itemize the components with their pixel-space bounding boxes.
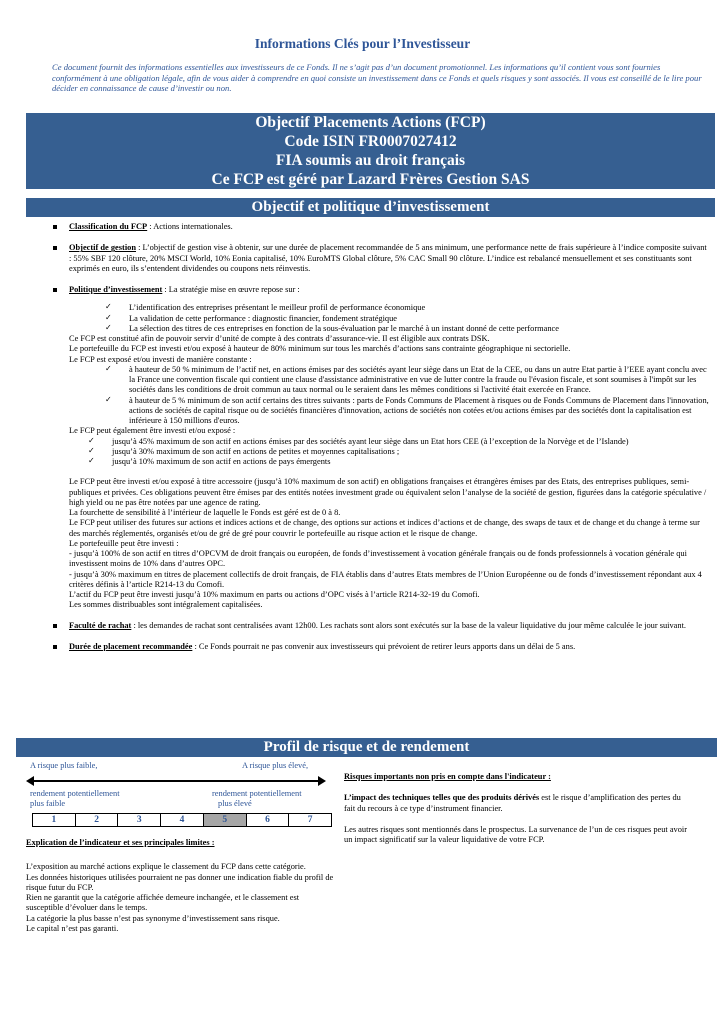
strategy-checklist	[97, 303, 711, 334]
duration-text: : Ce Fonds pourrait ne pas convenir aux investisseurs qui prévoient de retirer leurs apports dans un délai de 5 ans.	[192, 641, 576, 651]
check-text: à hauteur de 5 % minimum de son actif certains des titres suivants : parts de Fonds Communs de Placement à risques ou de Fonds Communs de Placement dans l'innovation, actions de sociétés de capital risque ou de sociétés financières d'innovation, actions de sociétés non cotées et/ou actions émises par des sociétés dont la capitalisation est inférieure à 150 millions d'euros.	[129, 395, 709, 425]
bullet-square-icon	[53, 246, 57, 250]
redemption-text: : les demandes de rachat sont centralisées avant 12h00. Les rachats sont alors sont exécutés sur la base de la valeur liquidative du jour même calculée le jour suivant.	[131, 620, 686, 630]
exposure-checklist	[97, 365, 711, 427]
risk-scale-cell: 1	[33, 814, 76, 826]
check-item	[97, 396, 711, 427]
objective-content	[30, 222, 711, 663]
derivatives-text: est le risque d’amplification des pertes du fait du recours à ce type d’instrument financier.	[344, 793, 681, 813]
paragraph: Le FCP peut également être investi et/ou exposé :	[69, 426, 236, 436]
fund-regime: FIA soumis au droit français	[275, 152, 466, 169]
goal-text: : L’objectif de gestion vise à obtenir, sur une durée de placement recommandée de 5 ans minimum, une performance nette de frais supérieure à l’indice composite suivant : 55% SBF 120 clôture, 20% MSCI World, 10% Eonia capitalisé, 10% EuroMTS Global clôture, 5% CAC Small 90 clôture. L’indice est rebalancé mensuellement et ses constituants sont exprimés en euro, ils s’entendent dividendes ou coupons nets réinvestis.	[69, 243, 707, 273]
risk-scale-table	[32, 813, 332, 827]
redemption-item	[30, 621, 711, 631]
check-item	[80, 447, 711, 457]
document-title: Informations Clés pour l’Investisseur	[254, 36, 471, 51]
duration-item	[30, 642, 711, 652]
low-return-line: plus faible	[30, 799, 66, 809]
check-item	[80, 437, 711, 447]
classification-label: Classification du FCP	[69, 222, 148, 231]
fund-isin: Code ISIN FR0007027412	[284, 133, 457, 150]
checkmark-icon: ✓	[105, 312, 112, 322]
important-risks-title: Risques importants non pris en compte dans l'indicateur :	[344, 772, 551, 781]
check-item	[97, 303, 711, 313]
check-item	[80, 457, 711, 467]
fund-manager: Ce FCP est géré par Lazard Frères Gestion SAS	[211, 171, 530, 188]
explanation-line: L’exposition au marché actions explique le classement du FCP dans cette catégorie.	[26, 862, 306, 872]
risk-scale-cell: 7	[307, 815, 313, 825]
high-risk-label: A risque plus élevé,	[242, 761, 309, 770]
check-item	[97, 365, 711, 396]
low-return-line: rendement potentiellement	[30, 789, 120, 798]
paragraph: Le FCP peut être investi et/ou exposé à titre accessoire (jusqu’à 10% maximum de son actif) en obligations françaises et étrangères émises par des Etats, des entreprises publiques, semi-publiques et privées. Ces obligations peuvent être émises par des entités notées investment grade ou équivalent selon l’analyse de la société de gestion, figurées dans la catégorie spéculative / high yield ou ne pas être notées par une agence de rating.	[69, 477, 707, 507]
return-labels	[26, 789, 326, 813]
paragraph: Le portefeuille du FCP est investi et/ou exposé à hauteur de 80% minimum sur tous les marchés d’actions sans contrainte géographique ni sectorielle.	[69, 344, 571, 354]
policy-item	[30, 285, 711, 295]
arrow-line	[32, 780, 320, 782]
derivatives-risk	[344, 793, 694, 814]
low-risk-label: A risque plus faible,	[30, 761, 98, 770]
additional-exposure-checklist	[80, 437, 711, 468]
high-return-line: plus élevé	[218, 799, 252, 809]
paragraph: Le portefeuille peut être investi :	[69, 538, 179, 548]
risk-scale-cell: 2	[76, 814, 119, 826]
risk-scale-cell: 5	[204, 814, 247, 826]
check-text: jusqu’à 45% maximum de son actif en actions émises par des sociétés ayant leur siège dans un Etat hors CEE (à l’exception de la Norvège et de l’Islande)	[112, 436, 629, 446]
other-risks-text: Les autres risques sont mentionnés dans le prospectus. La survenance de l’un de ces risques peut avoir un impact significatif sur la valeur liquidative de votre FCP.	[344, 824, 688, 844]
paragraph: La fourchette de sensibilité à l’intérieur de laquelle le Fonds est géré est de 0 à 8.	[69, 508, 341, 517]
explanation-text	[26, 862, 334, 934]
check-text: jusqu’à 10% maximum de son actif en actions de pays émergents	[112, 457, 331, 466]
bullet-square-icon	[53, 645, 57, 649]
arrow-right-icon	[318, 776, 326, 786]
explanation-line: Rien ne garantit que la catégorie affichée demeure inchangée, et le classement est susceptible d’évoluer dans le temps.	[26, 893, 300, 913]
paragraph: - jusqu’à 30% maximum en titres de placement collectifs de droit français, de FIA établis dans d’autres Etats membres de l’Union Européenne ou de fonds d’investissement répondant aux 4 critères définis à l’article R214-13 du Comofi.	[69, 569, 702, 589]
check-item	[97, 314, 711, 324]
bullet-square-icon	[53, 225, 57, 229]
risk-scale-cell: 6	[247, 814, 290, 826]
check-item	[97, 324, 711, 334]
paragraph: Les sommes distribuables sont intégralement capitalisées.	[69, 600, 263, 610]
paragraph: - jusqu’à 100% de son actif en titres d’OPCVM de droit français ou européen, de fonds d’investissement à vocation générale français ou de fonds professionnels à vocation générale qui investissent moins de 10% dans d’autres OPC.	[69, 549, 687, 569]
high-return-label	[212, 789, 302, 810]
checkmark-icon: ✓	[88, 456, 95, 465]
checkmark-icon: ✓	[105, 394, 112, 404]
checkmark-icon: ✓	[105, 363, 112, 373]
check-text: La sélection des titres de ces entreprises en fonction de la sous-évaluation par le marché à un instant donné de cette performance	[129, 323, 559, 333]
intro-text: Ce document fournit des informations essentielles aux investisseurs de ce Fonds. Il ne s’agit pas d’un document promotionnel. Les informations qu’il contient vous sont fournies conformément à une obligation légale, afin de vous aider à comprendre en quoi consiste un investissement dans ce Fonds et quels risques y sont associés. Il vous est conseillé de le lire pour décider en connaissance de cause d’investir ou non.	[52, 62, 702, 94]
explanation-title: Explication de l’indicateur et ses principales limites :	[26, 838, 215, 847]
low-return-label	[30, 789, 120, 810]
paragraph: Le FCP est exposé et/ou investi de manière constante :	[69, 354, 252, 364]
policy-label: Politique d’investissement	[69, 285, 163, 294]
paragraph: Le FCP peut utiliser des futures sur actions et indices actions et de change, des options sur actions et indices d’actions et de change, des swaps de taux et de change et du change à terme sur des marchés réglementés, organisés et/ou de gré de gré pour couvrir le portefeuille au risque action et le risque de change.	[69, 518, 700, 538]
risk-section-heading: Profil de risque et de rendement	[16, 738, 717, 757]
risk-scale-cell: 3	[118, 814, 161, 826]
policy-text: : La stratégie mise en œuvre repose sur :	[162, 285, 300, 294]
classification-text: : Actions internationales.	[147, 222, 233, 231]
risk-scale-cell: 4	[161, 814, 204, 826]
check-text: L’identification des entreprises présentant le meilleur profil de performance économique	[129, 303, 426, 313]
fund-identity-box	[26, 113, 715, 189]
explanation-line: La catégorie la plus basse n’est pas synonyme d’investissement sans risque.	[26, 913, 280, 923]
duration-label: Durée de placement recommandée	[69, 641, 193, 651]
checkmark-icon: ✓	[88, 435, 95, 445]
checkmark-icon: ✓	[105, 302, 112, 312]
bullet-square-icon	[53, 288, 57, 292]
fund-name: Objectif Placements Actions (FCP)	[255, 114, 486, 131]
explanation-line: Les données historiques utilisées pourraient ne pas donner une indication fiable du profil de risque futur du FCP.	[26, 872, 334, 892]
redemption-label: Faculté de rachat	[69, 620, 132, 630]
objective-section-heading: Objectif et politique d’investissement	[26, 198, 715, 217]
explanation-line: Le capital n’est pas garanti.	[26, 923, 119, 933]
derivatives-label: L’impact des techniques telles que des produits dérivés	[344, 793, 540, 803]
bullet-square-icon	[53, 624, 57, 628]
check-text: jusqu’à 30% maximum de son actif en actions de petites et moyennes capitalisations ;	[112, 446, 400, 456]
check-text: à hauteur de 50 % minimum de l’actif net, en actions émises par des sociétés ayant leur siège dans un Etat de la CEE, ou dans un autre Etat partie à l’EEE ayant conclu avec la France une convention fiscale qui contient une clause d'assistance administrative en vue de lutter contre la fraude ou l'évasion fiscale, et sont soumises à l'impôt sur les sociétés dans les conditions de droit commun au taux normal ou le seraient dans les mêmes conditions si l'activité était exercée en France.	[129, 364, 707, 395]
goal-label: Objectif de gestion	[69, 243, 136, 253]
check-text: La validation de cette performance : diagnostic financier, fondement stratégique	[129, 313, 398, 323]
classification-item	[30, 222, 711, 232]
high-return-line: rendement potentiellement	[212, 789, 302, 798]
risk-arrow	[26, 776, 326, 786]
risk-labels	[26, 761, 326, 775]
checkmark-icon: ✓	[88, 445, 95, 455]
paragraph: Ce FCP est constitué afin de pouvoir servir d’unité de compte à des contrats d’assurance-vie. Il est éligible aux contrats DSK.	[69, 334, 490, 343]
risk-scale-panel	[26, 761, 334, 934]
checkmark-icon: ✓	[105, 322, 112, 332]
important-risks-panel	[344, 772, 694, 845]
goal-item	[30, 243, 711, 274]
paragraph: L’actif du FCP peut être investi jusqu’à 10% maximum en parts ou actions d’OPC visés à l’article R214-32-19 du Comofi.	[69, 590, 480, 599]
